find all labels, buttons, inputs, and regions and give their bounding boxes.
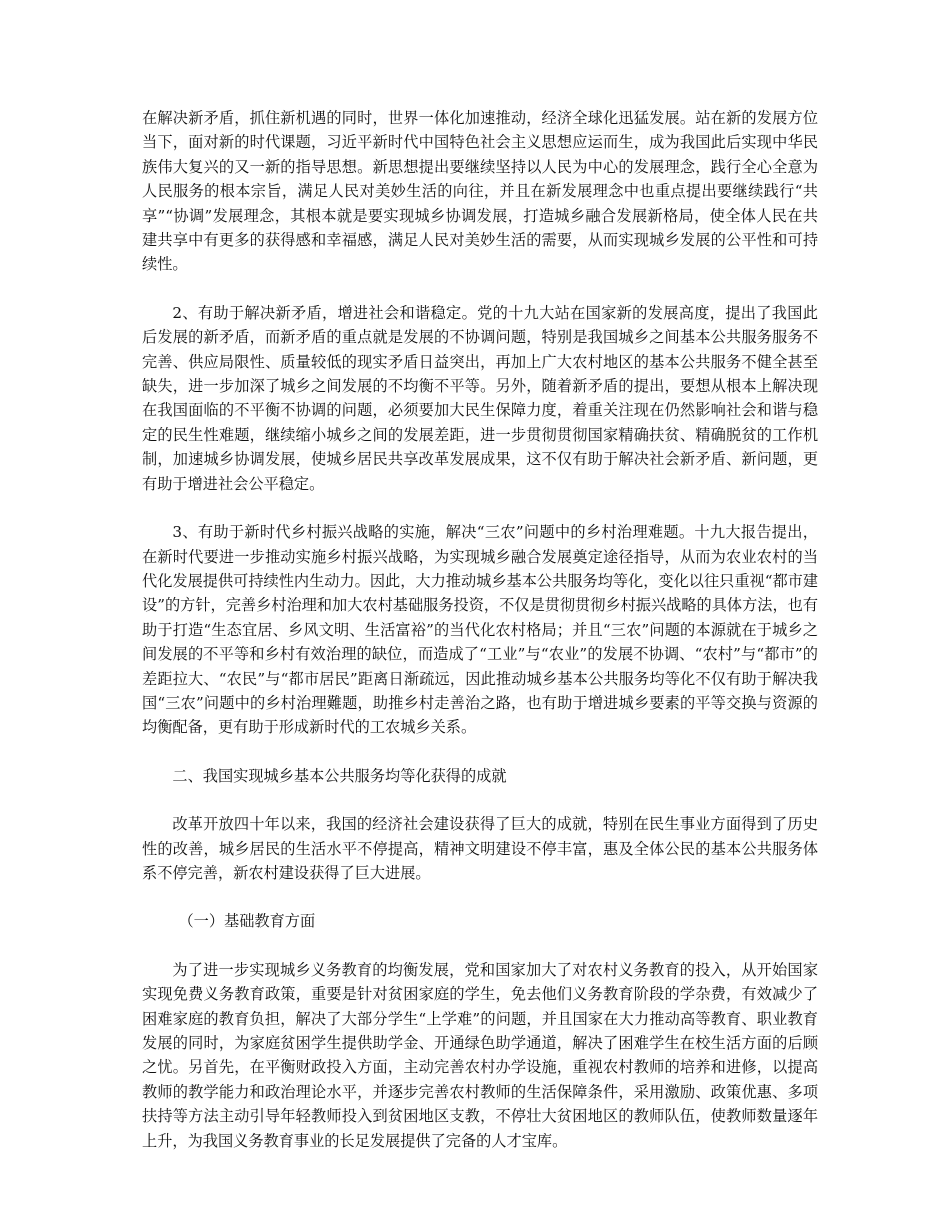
subsection-heading-basic-education: （一）基础教育方面 — [178, 912, 316, 931]
paragraph-basic-education: 为了进一步实现城乡义务教育的均衡发展，党和国家加大了对农村义务教育的投入，从开始国家实现免费义务教育政策，重要是针对贫困家庭的学生，免去他们义务教育阶段的学杂费，有效减少了困难家庭的教育负担，解决了大部分学生“上学难”的问题，并且国家在大力推动高等教育、职业教育发展的同时，为家庭贫困学生提供助学金、开通绿色助学通道，解决了困难学生在校生活方面的后顾之忧。另首先，在平衡财政投入方面，主动完善农村办学设施，重视农村教师的培养和进修，以提高教师的教学能力和政治理论水平，并逐步完善农村教师的生活保障条件，采用激励、政策优惠、多项扶持等方法主动引导年轻教师投入到贫困地区支教，不停壮大贫困地区的教师队伍，使教师数量逐年上升，为我国义务教育事业的长足发展提供了完备的人才宝库。 — [142, 960, 818, 1150]
section-heading-achievements: 二、我国实现城乡基本公共服务均等化获得的成就 — [172, 766, 507, 785]
paragraph-reform-achievements: 改革开放四十年以来，我国的经济社会建设获得了巨大的成就，特别在民生事业方面得到了历史性的改善，城乡居民的生活水平不停提高，精神文明建设不停丰富，惠及全体公民的基本公共服务体系不停完善，新农村建设获得了巨大进展。 — [142, 815, 818, 882]
paragraph-shared-development: 在解决新矛盾，抓住新机遇的同时，世界一体化加速推动，经济全球化迅猛发展。站在新的发展方位当下，面对新的时代课题，习近平新时代中国特色社会主义思想应运而生，成为我国此后实现中华民族伟大复兴的又一新的指导思想。新思想提出要继续坚持以人民为中心的发展理念，践行全心全意为人民服务的根本宗旨，满足人民对美妙生活的向往，并且在新发展理念中也重点提出要继续践行“共享”“协调”发展理念，其根本就是要实现城乡协调发展，打造城乡融合发展新格局，使全体人民在共建共享中有更多的获得感和幸福感，满足人民对美妙生活的需要，从而实现城乡发展的公平性和可持续性。 — [142, 109, 818, 274]
document-page — [142, 106, 818, 1177]
paragraph-point-2: 2、有助于解决新矛盾，增进社会和谐稳定。党的十九大站在国家新的发展高度，提出了我国此后发展的新矛盾，而新矛盾的重点就是发展的不协调问题，特别是我国城乡之间基本公共服务服务不完善、供应局限性、质量较低的现实矛盾日益突出，再加上广大农村地区的基本公共服务不健全甚至缺失，进一步加深了城乡之间发展的不均衡不平等。另外，随着新矛盾的提出，要想从根本上解决现在我国面临的不平衡不协调的问题，必须要加大民生保障力度，着重关注现在仍然影响社会和谐与稳定的民生性难题，继续缩小城乡之间的发展差距，进一步贯彻贯彻国家精确扶贫、精确脱贫的工作机制，加速城乡协调发展，使城乡居民共享改革发展成果，这不仅有助于解决社会新矛盾、新问题，更有助于增进社会公平稳定。 — [142, 303, 818, 493]
paragraph-point-3: 3、有助于新时代乡村振兴战略的实施，解决“三农”问题中的乡村治理难题。十九大报告提出，在新时代要进一步推动实施乡村振兴战略，为实现城乡融合发展奠定途径指导，从而为农业农村的当代化发展提供可持续性内生动力。因此，大力推动城乡基本公共服务均等化，变化以往只重视“都市建设”的方针，完善乡村治理和加大农村基础服务投资，不仅是贯彻贯彻乡村振兴战略的具体方法，也有助于打造“生态宜居、乡风文明、生活富裕”的当代化农村格局；并且“三农”问题的本源就在于城乡之间发展的不平等和乡村有效治理的缺位，而造成了“工业”与“农业”的发展不协调、“农村”与“都市”的差距拉大、“农民”与“都市居民”距离日渐疏远，因此推动城乡基本公共服务均等化不仅有助于解决我国“三农”问题中的乡村治理難题，助推乡村走善治之路，也有助于增进城乡要素的平等交换与资源的均衡配备，更有助于形成新时代的工农城乡关系。 — [142, 523, 819, 737]
